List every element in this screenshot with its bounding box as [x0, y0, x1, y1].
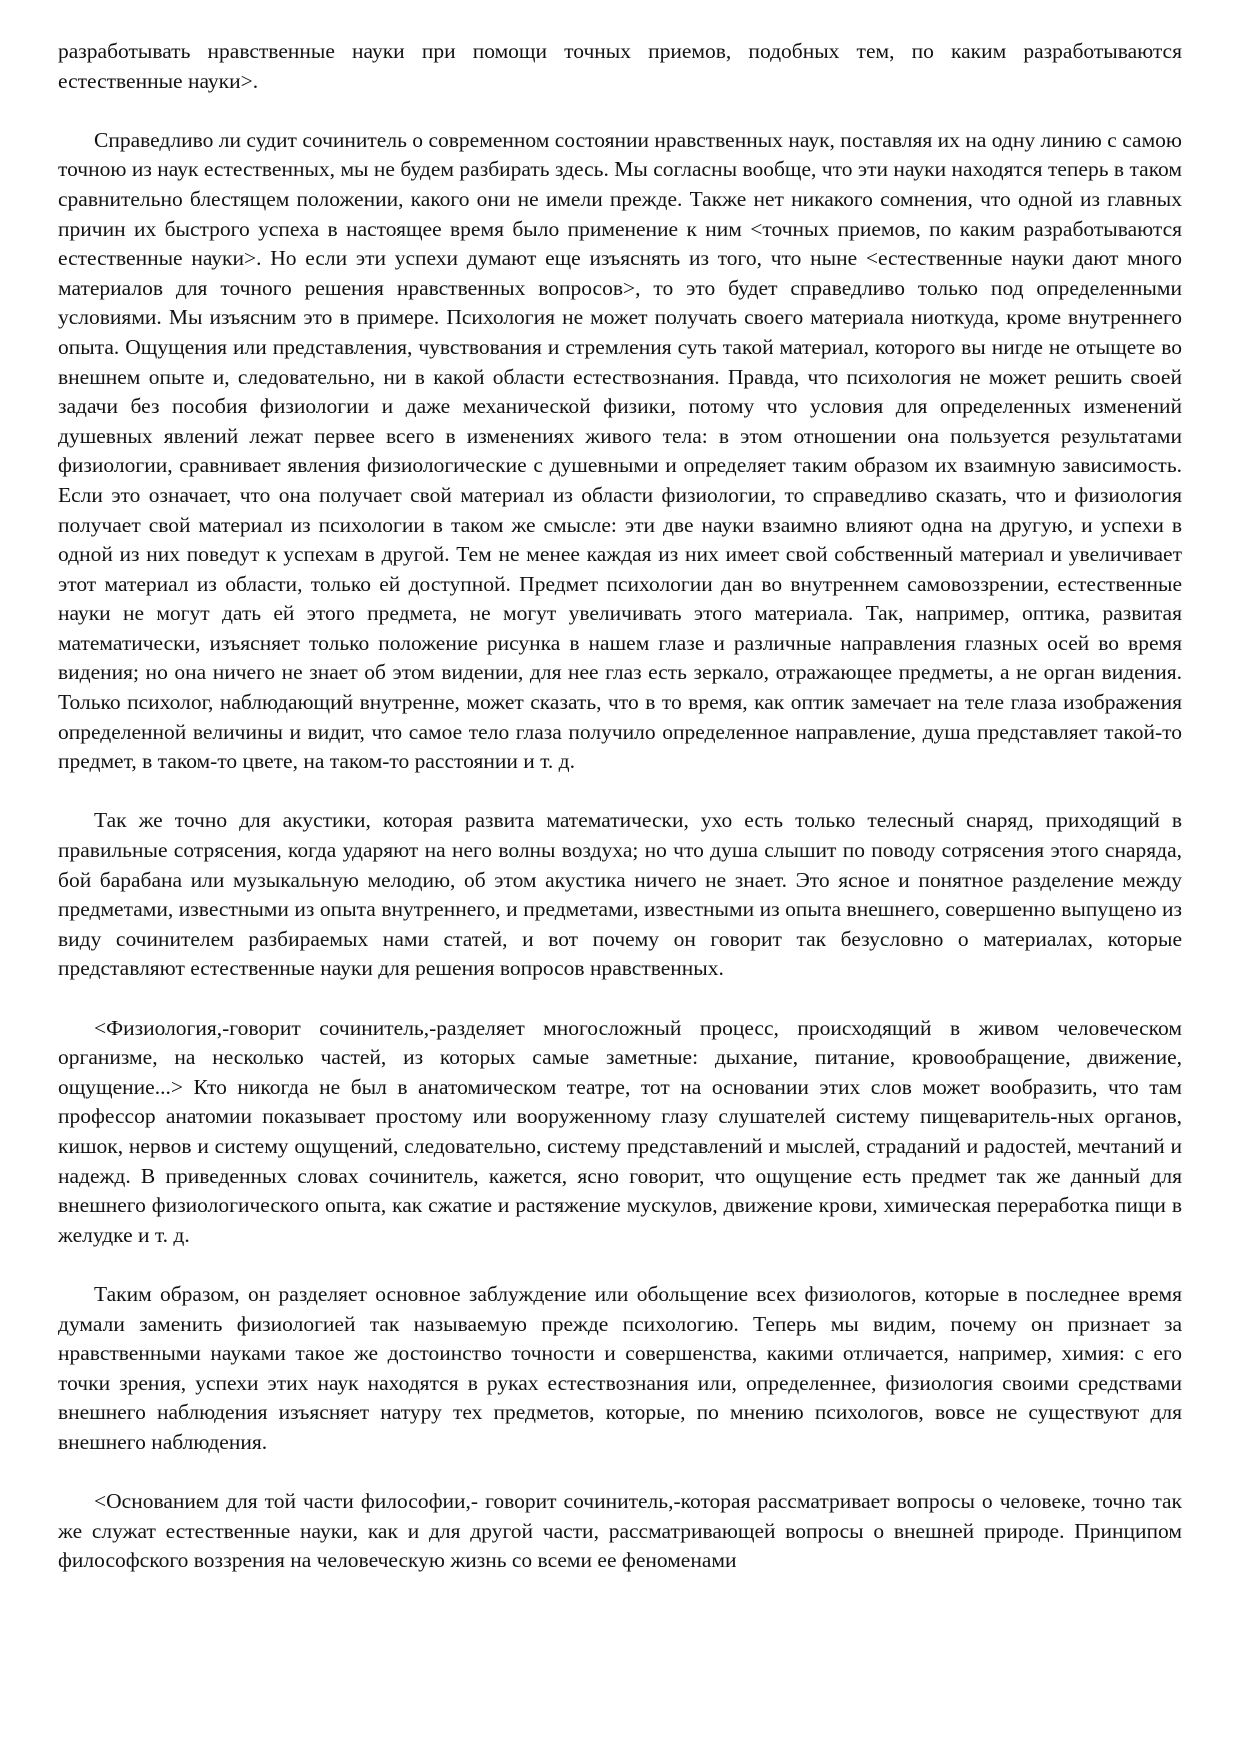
paragraph-2: Справедливо ли судит сочинитель о современном состоянии нравственных наук, поставляя их на одну линию с самою точною из наук естественных, мы не будем разбирать здесь. Мы согласны вообще, что эти науки находятся теперь в таком сравнительно блестящем положении, какого они не имели прежде. Также нет никакого сомнения, что одной из главных причин их быстрого успеха в настоящее время было применение к ним <точных приемов, по каким разработываются естественные науки>. Но если эти успехи думают еще изъяснять из того, что ныне <естественные науки дают много материалов для точного решения нравственных вопросов>, то это будет справедливо только под определенными условиями. Мы изъясним это в примере. Психология не может получать своего материала ниоткуда, кроме внутреннего опыта. Ощущения или представления, чувствования и стремления суть такой материал, которого вы нигде не отыщете во внешнем опыте и, следовательно, ни в какой области естествознания. Правда, что психология не может решить своей задачи без пособия физиологии и даже механической физики, потому что условия для определенных изменений душевных явлений лежат первее всего в изменениях живого тела: в этом отношении она пользуется результатами физиологии, сравнивает явления физиологические с душевными и определяет таким образом их взаимную зависимость. Если это означает, что она получает свой материал из области физиологии, то справедливо сказать, что и физиология получает свой материал из психологии в таком же смысле: эти две науки взаимно влияют одна на другую, и успехи в одной из них поведут к успехам в другой. Тем не менее каждая из них имеет свой собственный материал и увеличивает этот материал из области, только ей доступной. Предмет психологии дан во внутреннем самовоззрении, естественные науки не могут дать ей этого предмета, не могут увеличивать этого материала. Так, например, оптика, развитая математически, изъясняет только положение рисунка в нашем глазе и различные направления глазных осей во время видения; но она ничего не знает об этом видении, для нее глаз есть зеркало, отражающее предметы, а не орган видения. Только психолог, наблюдающий внутренне, может сказать, что в то время, как оптик замечает на теле глаза изображения определенной величины и видит, что самое тело глаза получило определенное направление, душа представляет такой-то предмет, в таком-то цвете, на таком-то расстоянии и т. д. — [58, 127, 1182, 774]
paragraph-1: разработывать нравственные науки при помощи точных приемов, подобных тем, по каким разработываются естественные науки>. — [58, 39, 1182, 93]
paragraph-5: Таким образом, он разделяет основное заблуждение или обольщение всех физиологов, которые в последнее время думали заменить физиологией так называемую прежде психологию. Теперь мы видим, почему он признает за нравственными науками такое же достоинство точности и совершенства, какими отличается, например, химия: с его точки зрения, успехи этих наук находятся в руках естествознания или, определеннее, физиология своими средствами внешнего наблюдения изъясняет натуру тех предметов, которые, по мнению психологов, вовсе не существуют для внешнего наблюдения. — [58, 1281, 1182, 1454]
paragraph-3: Так же точно для акустики, которая развита математически, ухо есть только телесный снаряд, приходящий в правильные сотрясения, когда ударяют на него волны воздуха; но что душа слышит по поводу сотрясения этого снаряда, бой барабана или музыкальную мелодию, об этом акустика ничего не знает. Это ясное и понятное разделение между предметами, известными из опыта внутреннего, и предметами, известными из опыта внешнего, совершенно выпущено из виду сочинителем разбираемых нами статей, и вот почему он говорит так безусловно о материалах, которые представляют естественные науки для решения вопросов нравственных. — [58, 808, 1182, 981]
document-page — [58, 37, 1182, 1576]
paragraph-6: <Основанием для той части философии,- говорит сочинитель,-которая рассматривает вопросы о человеке, точно так же служат естественные науки, как и для другой части, рассматривающей вопросы о внешней природе. Принципом философского воззрения на человеческую жизнь со всеми ее феноменами — [58, 1489, 1182, 1573]
paragraph-4: <Физиология,-говорит сочинитель,-разделяет многосложный процесс, происходящий в живом человеческом организме, на несколько частей, из которых самые заметные: дыхание, питание, кровообращение, движение, ощущение...> Кто никогда не был в анатомическом театре, тот на основании этих слов может вообразить, что там профессор анатомии показывает простому или вооруженному глазу слушателей систему пищеваритель-ных органов, кишок, нервов и систему ощущений, следовательно, систему представлений и мыслей, страданий и радостей, мечтаний и надежд. В приведенных словах сочинитель, кажется, ясно говорит, что ощущение есть предмет так же данный для внешнего физиологического опыта, как сжатие и растяжение мускулов, движение крови, химическая переработка пищи в желудке и т. д. — [58, 1015, 1182, 1247]
